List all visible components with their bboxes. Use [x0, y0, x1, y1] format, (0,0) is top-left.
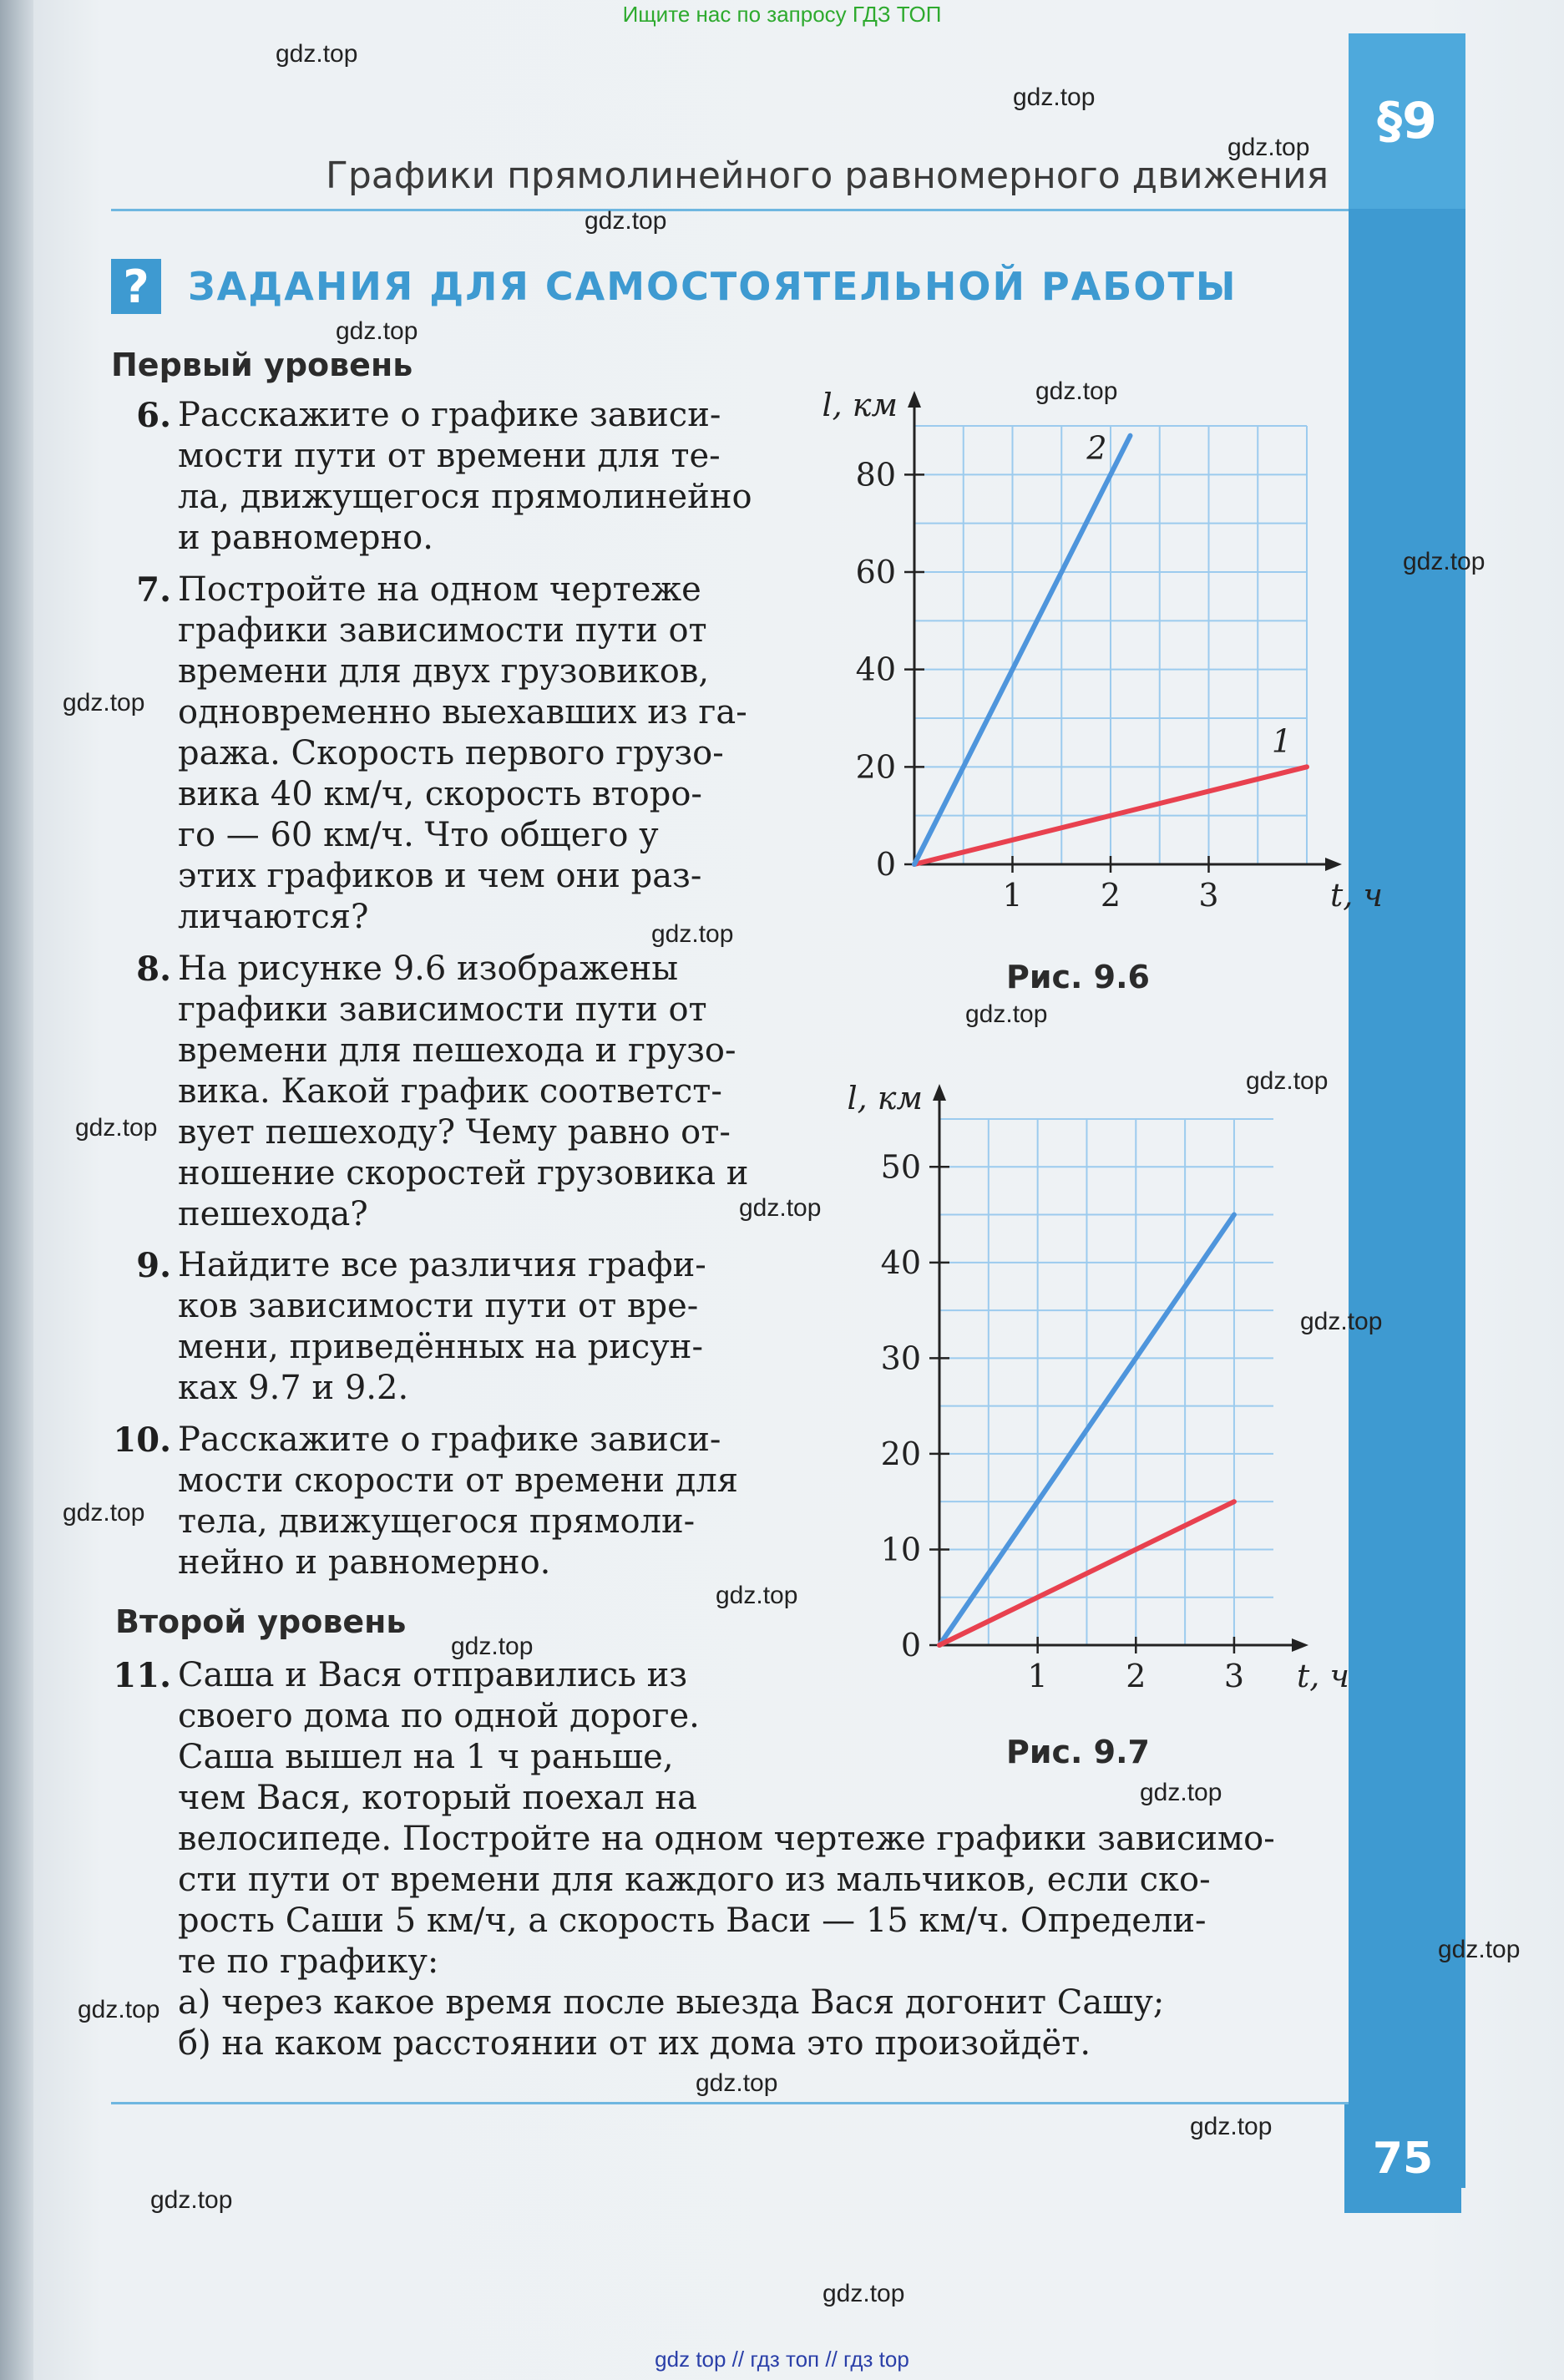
- chart-axes: [904, 391, 1342, 873]
- book-spine-shadow: [0, 0, 33, 2380]
- y-tick-label: 10: [880, 1531, 921, 1568]
- watermark-label: gdz.top: [965, 1000, 1048, 1028]
- series-line: [914, 436, 1131, 864]
- watermark-label: gdz.top: [276, 40, 358, 68]
- task-line: ков зависимости пути от вре-: [178, 1287, 699, 1325]
- task-line: вует пешеходу? Чему равно от-: [178, 1113, 731, 1152]
- x-tick-label: 1: [1027, 1658, 1048, 1694]
- x-axis-arrow: [1292, 1638, 1308, 1652]
- task-number: 7.: [136, 570, 171, 610]
- task-line: графики зависимости пути от: [178, 990, 707, 1029]
- watermark-label: gdz.top: [1140, 1779, 1222, 1806]
- task-line: го — 60 км/ч. Что общего у: [178, 816, 659, 854]
- task-line: ках 9.7 и 9.2.: [178, 1369, 409, 1407]
- task-number: 9.: [136, 1246, 171, 1285]
- task-line: Саша вышел на 1 ч раньше,: [178, 1738, 674, 1776]
- watermark-bottom: gdz top // гдз топ // гдз top: [655, 2347, 909, 2372]
- task-line: мости скорости от времени для: [178, 1461, 738, 1500]
- task-line: На рисунке 9.6 изображены: [178, 949, 679, 988]
- y-tick-label: 80: [855, 456, 896, 494]
- y-tick-label: 60: [855, 554, 896, 590]
- task-line: графики зависимости пути от: [178, 611, 707, 650]
- task-line: чем Вася, который поехал на: [178, 1779, 697, 1817]
- y-axis-arrow: [933, 1084, 946, 1101]
- section-badge: §9: [1349, 33, 1465, 209]
- task-line: пешехода?: [178, 1195, 368, 1233]
- task-line: тела, движущегося прямоли-: [178, 1502, 696, 1541]
- watermark-label: gdz.top: [63, 1499, 145, 1527]
- x-tick-label: 2: [1126, 1658, 1146, 1694]
- y-tick-label: 50: [880, 1148, 921, 1186]
- y-axis-arrow: [908, 391, 921, 408]
- task-line: рость Саши 5 км/ч, а скорость Васи — 15 км/ч. Определи-: [178, 1901, 1207, 1940]
- watermark-label: gdz.top: [78, 1996, 160, 2023]
- y-tick-label: 20: [880, 1435, 921, 1472]
- level-first: Первый уровень: [111, 347, 413, 383]
- series-label: 1: [1271, 722, 1293, 760]
- task-line: мости пути от времени для те-: [178, 437, 721, 475]
- task-line: этих графиков и чем они раз-: [178, 857, 702, 895]
- task-number: 6.: [136, 396, 171, 435]
- footer-rule: [111, 2102, 1349, 2104]
- task-line: времени для пешехода и грузо-: [178, 1031, 736, 1070]
- level-second: Второй уровень: [115, 1603, 407, 1640]
- task-line: те по графику:: [178, 1942, 439, 1981]
- tasks-heading: ЗАДАНИЯ ДЛЯ САМОСТОЯТЕЛЬНОЙ РАБОТЫ: [188, 264, 1238, 309]
- task-line: вика 40 км/ч, скорость второ-: [178, 775, 702, 813]
- watermark-label: gdz.top: [1403, 548, 1486, 575]
- y-tick-label: 30: [880, 1339, 921, 1377]
- header-rule: [111, 209, 1349, 211]
- watermark-label: gdz.top: [716, 1582, 798, 1609]
- y-tick-label: 0: [900, 1627, 921, 1663]
- figure-9-6-chart: [802, 384, 1384, 935]
- y-axis-label: l, км: [822, 387, 898, 423]
- side-color-strip: [1349, 33, 1465, 2188]
- watermark-label: gdz.top: [1227, 134, 1310, 161]
- x-axis-label: t, ч: [1297, 1658, 1350, 1694]
- watermark-label: gdz.top: [822, 2280, 905, 2307]
- task-item: а) через какое время после выезда Вася догонит Сашу;: [178, 1983, 1165, 2022]
- y-axis-label: l, км: [847, 1080, 923, 1117]
- question-icon: ?: [111, 259, 161, 314]
- watermark-label: gdz.top: [739, 1194, 822, 1222]
- task-line: времени для двух грузовиков,: [178, 652, 710, 691]
- chart-axes: [929, 1084, 1308, 1653]
- series-label: 2: [1086, 429, 1107, 467]
- chart-labels: [847, 1080, 1349, 1694]
- task-line: и равномерно.: [178, 519, 433, 557]
- task-line: Саша и Вася отправились из: [178, 1656, 688, 1694]
- x-axis-label: t, ч: [1330, 877, 1384, 914]
- watermark-label: gdz.top: [1013, 84, 1096, 111]
- watermark-label: gdz.top: [585, 207, 667, 235]
- task-line: Найдите все различия графи-: [178, 1246, 706, 1284]
- figure-9-6-caption: Рис. 9.6: [1006, 959, 1150, 995]
- task-number: 11.: [113, 1656, 171, 1695]
- task-line: мени, приведённых на рисун-: [178, 1328, 703, 1366]
- x-axis-arrow: [1325, 858, 1342, 871]
- y-tick-label: 0: [875, 846, 896, 883]
- running-title: Графики прямолинейного равномерного движения: [326, 154, 1329, 197]
- task-line: одновременно выехавших из га-: [178, 693, 747, 732]
- chart-labels: [822, 387, 1383, 914]
- watermark-label: gdz.top: [1190, 2113, 1273, 2140]
- x-tick-label: 3: [1223, 1658, 1245, 1694]
- y-tick-label: 40: [855, 651, 896, 688]
- task-line: ношение скоростей грузовика и: [178, 1154, 749, 1193]
- watermark-label: gdz.top: [1246, 1067, 1329, 1095]
- watermark-label: gdz.top: [651, 920, 734, 948]
- task-line: Расскажите о графике зависи-: [178, 396, 721, 434]
- watermark-label: gdz.top: [696, 2069, 778, 2097]
- watermark-label: gdz.top: [1300, 1308, 1383, 1335]
- task-line: своего дома по одной дороге.: [178, 1697, 700, 1735]
- watermark-label: gdz.top: [63, 689, 145, 717]
- watermark-label: gdz.top: [1438, 1936, 1521, 1963]
- chart-grid: [914, 426, 1307, 864]
- watermark-top: Ищите нас по запросу ГДЗ ТОП: [622, 2, 942, 27]
- figure-9-7-chart: [802, 1061, 1350, 1712]
- task-line: вика. Какой график соответст-: [178, 1072, 722, 1111]
- task-item: б) на каком расстоянии от их дома это произойдёт.: [178, 2024, 1091, 2063]
- y-tick-label: 20: [855, 748, 896, 786]
- x-tick-label: 3: [1198, 877, 1219, 914]
- task-line: Постройте на одном чертеже: [178, 570, 701, 609]
- watermark-label: gdz.top: [451, 1633, 534, 1660]
- task-line: личаются?: [178, 898, 369, 936]
- task-number: 10.: [113, 1420, 171, 1460]
- task-line: ража. Скорость первого грузо-: [178, 734, 724, 772]
- figure-9-7-caption: Рис. 9.7: [1006, 1734, 1150, 1770]
- task-line: Расскажите о графике зависи-: [178, 1420, 721, 1459]
- task-line: велосипеде. Постройте на одном чертеже графики зависимо-: [178, 1820, 1275, 1858]
- y-tick-label: 40: [880, 1243, 921, 1281]
- task-line: нейно и равномерно.: [178, 1543, 551, 1582]
- watermark-label: gdz.top: [150, 2186, 233, 2214]
- task-line: ла, движущегося прямолинейно: [178, 478, 752, 516]
- task-line: сти пути от времени для каждого из мальчиков, если ско-: [178, 1861, 1211, 1899]
- x-tick-label: 1: [1002, 877, 1023, 914]
- watermark-label: gdz.top: [1035, 377, 1118, 405]
- watermark-label: gdz.top: [336, 317, 418, 345]
- watermark-label: gdz.top: [75, 1114, 158, 1142]
- task-number: 8.: [136, 949, 171, 989]
- page-number: 75: [1344, 2104, 1461, 2213]
- x-tick-label: 2: [1100, 877, 1121, 914]
